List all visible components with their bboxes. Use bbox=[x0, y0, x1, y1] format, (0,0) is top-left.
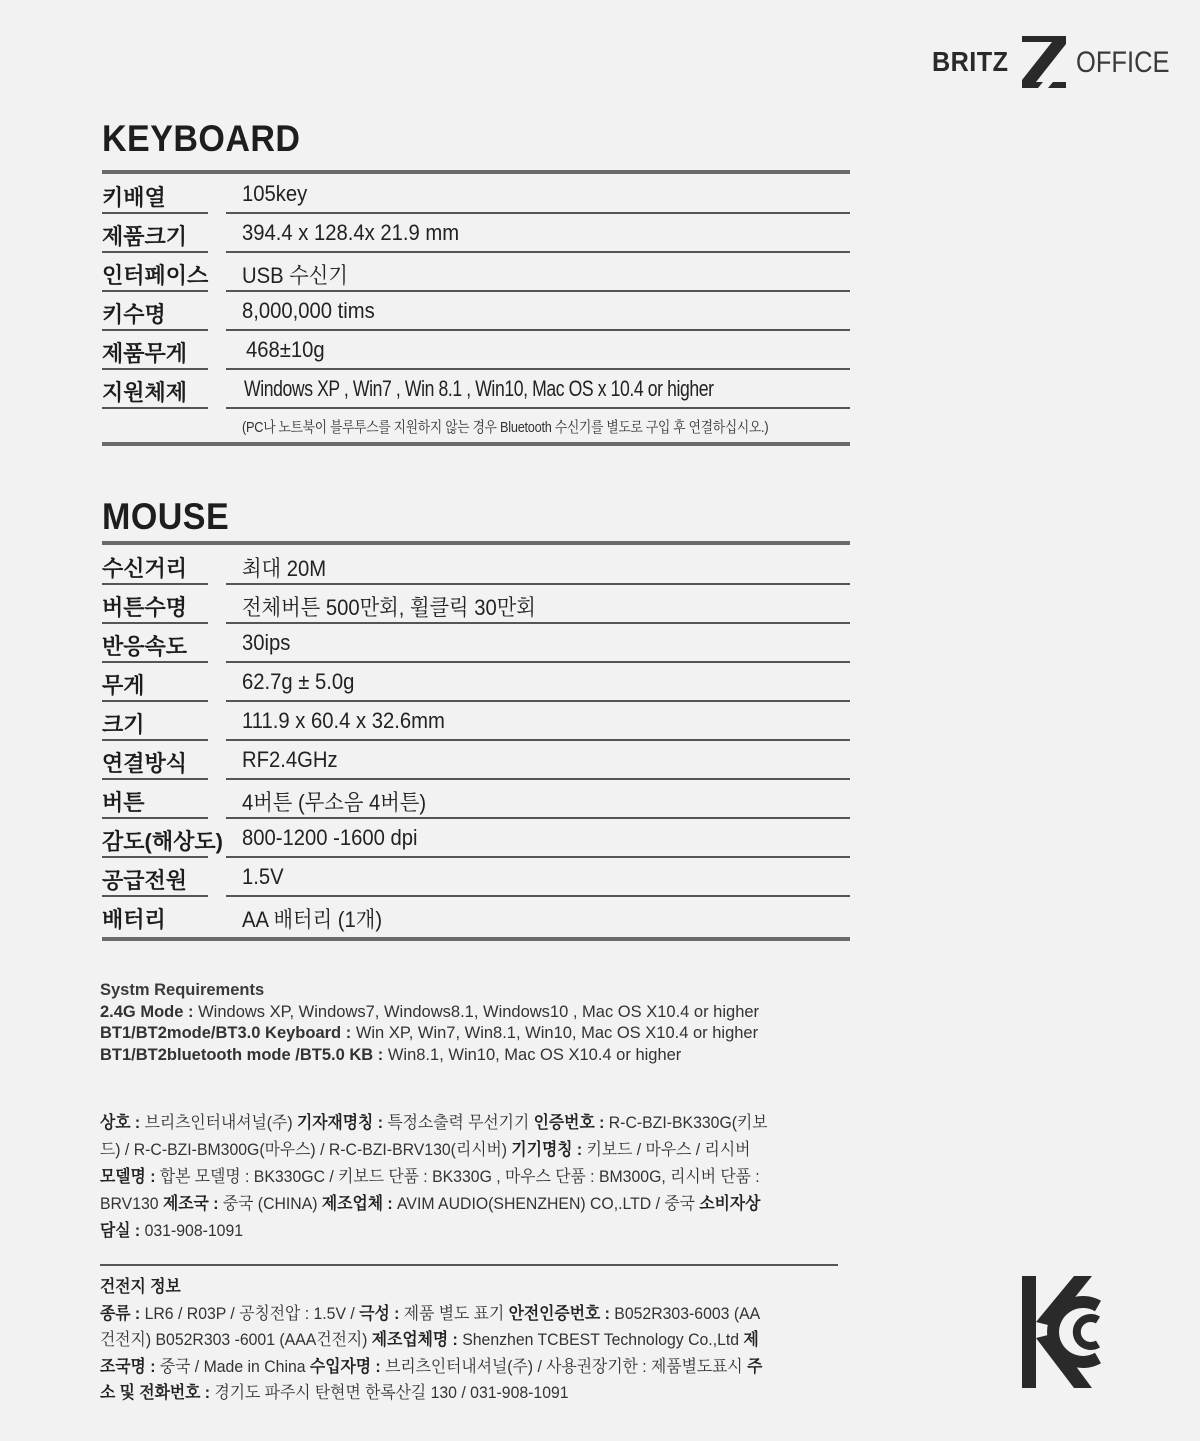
spec-label: 인터페이스 bbox=[102, 263, 209, 288]
spec-label: 버튼수명 bbox=[102, 595, 188, 620]
spec-value: RF2.4GHz bbox=[242, 747, 338, 772]
spec-value: 468±10g bbox=[246, 337, 325, 362]
info-key: 상호 : bbox=[100, 1113, 145, 1132]
mouse-spec-row bbox=[102, 741, 850, 780]
keyboard-bottom-rule bbox=[102, 442, 850, 446]
spec-label: 키수명 bbox=[102, 302, 166, 327]
spec-label: 연결방식 bbox=[102, 751, 188, 776]
info-key: 기자재명칭 : bbox=[296, 1113, 388, 1132]
mouse-spec-row bbox=[102, 585, 850, 624]
kc-certification-icon bbox=[1018, 1272, 1102, 1392]
spec-label: 버튼 bbox=[102, 790, 145, 815]
mouse-spec-row bbox=[102, 702, 850, 741]
spec-value: AA 배터리 (1개) bbox=[242, 907, 383, 932]
info-value: 경기도 파주시 탄현면 한록산길 130 / 031-908-1091 bbox=[214, 1383, 569, 1402]
requirement-text: Windows XP, Windows7, Windows8.1, Windows10 , Mac OS X10.4 or higher bbox=[198, 1002, 760, 1021]
spec-label: 지원체제 bbox=[102, 380, 188, 405]
spec-label: 제품크기 bbox=[102, 224, 188, 249]
mouse-bottom-rule bbox=[102, 937, 850, 941]
info-value: 합본 모델명 : BK330GC / 키보드 단품 : BK330G , 마우스 단품 : BM300G, 리시버 단품 : BRV130 bbox=[100, 1167, 760, 1213]
requirements-title: Systm Requirements bbox=[100, 981, 265, 999]
requirement-line bbox=[100, 1002, 759, 1024]
spec-label: 반응속도 bbox=[102, 634, 188, 659]
spec-label: 배터리 bbox=[102, 907, 166, 932]
spec-label: 제품무게 bbox=[102, 341, 188, 366]
info-key: 모델명 : bbox=[100, 1167, 160, 1186]
battery-title: 건전지 정보 bbox=[100, 1277, 181, 1296]
info-key: 수입자명 : bbox=[309, 1356, 386, 1376]
requirement-line bbox=[100, 1045, 759, 1067]
requirement-text: Win XP, Win7, Win8.1, Win10, Mac OS X10.4 or higher bbox=[355, 1024, 759, 1042]
info-key: 제조국 : bbox=[162, 1194, 223, 1213]
keyboard-title: KEYBOARD bbox=[102, 118, 301, 159]
info-value: LR6 / R03P / 공칭전압 : 1.5V / bbox=[144, 1303, 360, 1323]
keyboard-spec-row bbox=[102, 253, 850, 292]
mouse-spec-row bbox=[102, 624, 850, 663]
divider bbox=[102, 407, 208, 409]
spec-label: 공급전원 bbox=[102, 868, 188, 893]
mouse-spec-row bbox=[102, 819, 850, 858]
requirement-text: Win8.1, Win10, Mac OS X10.4 or higher bbox=[387, 1045, 682, 1064]
info-value: 브리츠인터내셔널(주) bbox=[144, 1113, 297, 1132]
info-value: 제품 별도 표기 bbox=[403, 1303, 509, 1323]
info-value: 키보드 / 마우스 / 리시버 bbox=[586, 1140, 751, 1159]
spec-value: 105key bbox=[242, 181, 308, 206]
mouse-spec-row bbox=[102, 858, 850, 897]
keyboard-spec-row bbox=[102, 214, 850, 253]
info-value: 031-908-1091 bbox=[144, 1221, 244, 1240]
info-value: 브리츠인터내셔널(주) / 사용권장기한 : 제품별도표시 bbox=[385, 1356, 743, 1376]
spec-value: 1.5V bbox=[242, 864, 284, 889]
info-value: Shenzhen TCBEST Technology Co.,Ltd bbox=[462, 1330, 744, 1349]
brand-suffix: OFFICE bbox=[1076, 46, 1170, 79]
info-key: 제조업체 : bbox=[321, 1194, 398, 1213]
info-value: 중국 / Made in China bbox=[159, 1356, 310, 1376]
keyboard-spec-row bbox=[102, 331, 850, 370]
info-key: 극성 : bbox=[359, 1303, 404, 1323]
requirement-key: BT1/BT2mode/BT3.0 Keyboard : bbox=[100, 1024, 356, 1042]
mouse-spec-row bbox=[102, 546, 850, 585]
spec-value: 최대 20M bbox=[242, 556, 327, 581]
info-value: R-C-BZI-BK330G(키보드) / R-C-BZI-BM300G(마우스) / R-C-BZI-BRV130(리시버) bbox=[100, 1113, 768, 1159]
info-value: AVIM AUDIO(SHENZHEN) CO,.LTD / 중국 bbox=[397, 1194, 700, 1213]
info-key: 소비자상담실 : bbox=[100, 1194, 761, 1240]
company-info bbox=[100, 1109, 770, 1244]
info-key: 제조국명 : bbox=[100, 1330, 759, 1376]
spec-value: 111.9 x 60.4 x 32.6mm bbox=[242, 708, 445, 733]
spec-value: Windows XP , Win7 , Win 8.1 , Win10, Mac OS x 10.4 or higher bbox=[244, 376, 714, 401]
mouse-top-rule bbox=[102, 541, 850, 545]
divider bbox=[226, 407, 850, 409]
z-slash-logo-icon bbox=[1020, 34, 1068, 90]
spec-label: 감도(해상도) bbox=[102, 829, 223, 854]
info-value: 중국 (CHINA) bbox=[222, 1194, 322, 1213]
info-value: B052R303-6003 (AA건전지) B052R303 -6001 (AAA건전지) bbox=[100, 1303, 761, 1349]
spec-value: 800-1200 -1600 dpi bbox=[242, 825, 418, 850]
requirement-line bbox=[100, 1023, 759, 1045]
keyboard-spec-row bbox=[102, 292, 850, 331]
spec-label: 무게 bbox=[102, 673, 145, 698]
spec-value: 전체버튼 500만회, 휠클릭 30만회 bbox=[242, 595, 536, 620]
system-requirements bbox=[100, 980, 759, 1066]
mouse-spec-row bbox=[102, 663, 850, 702]
keyboard-top-rule bbox=[102, 170, 850, 174]
mouse-title: MOUSE bbox=[102, 496, 230, 537]
requirement-key: BT1/BT2bluetooth mode /BT5.0 KB : bbox=[100, 1045, 388, 1064]
keyboard-spec-row bbox=[102, 175, 850, 214]
info-value: 특정소출력 무선기기 bbox=[387, 1113, 534, 1132]
brand-logo bbox=[930, 30, 1170, 90]
brand-name: BRITZ bbox=[932, 46, 1009, 77]
spec-value: 62.7g ± 5.0g bbox=[242, 669, 355, 694]
divider bbox=[100, 1264, 838, 1266]
battery-info bbox=[100, 1274, 770, 1407]
requirement-key: 2.4G Mode : bbox=[100, 1002, 199, 1021]
keyboard-spec-row bbox=[102, 370, 850, 409]
info-key: 인증번호 : bbox=[533, 1113, 609, 1132]
spec-label: 크기 bbox=[102, 712, 145, 737]
info-key: 주소 및 전화번호 : bbox=[100, 1356, 763, 1402]
info-key: 제조업체명 : bbox=[371, 1330, 463, 1349]
spec-label: 수신거리 bbox=[102, 556, 188, 581]
spec-value: USB 수신기 bbox=[242, 263, 348, 288]
mouse-spec-row bbox=[102, 897, 850, 936]
info-key: 종류 : bbox=[100, 1303, 145, 1323]
spec-value: 8,000,000 tims bbox=[242, 298, 375, 323]
spec-value: 394.4 x 128.4x 21.9 mm bbox=[242, 220, 460, 245]
spec-value: 4버튼 (무소음 4버튼) bbox=[242, 790, 427, 815]
spec-label: 키배열 bbox=[102, 185, 166, 210]
spec-value: 30ips bbox=[242, 630, 291, 655]
mouse-spec-row bbox=[102, 780, 850, 819]
keyboard-note: (PC나 노트북이 블루투스를 지원하지 않는 경우 Bluetooth 수신기를 별도로 구입 후 연결하십시오.) bbox=[242, 419, 769, 436]
info-key: 안전인증번호 : bbox=[508, 1303, 615, 1323]
info-key: 기기명칭 : bbox=[511, 1140, 587, 1159]
